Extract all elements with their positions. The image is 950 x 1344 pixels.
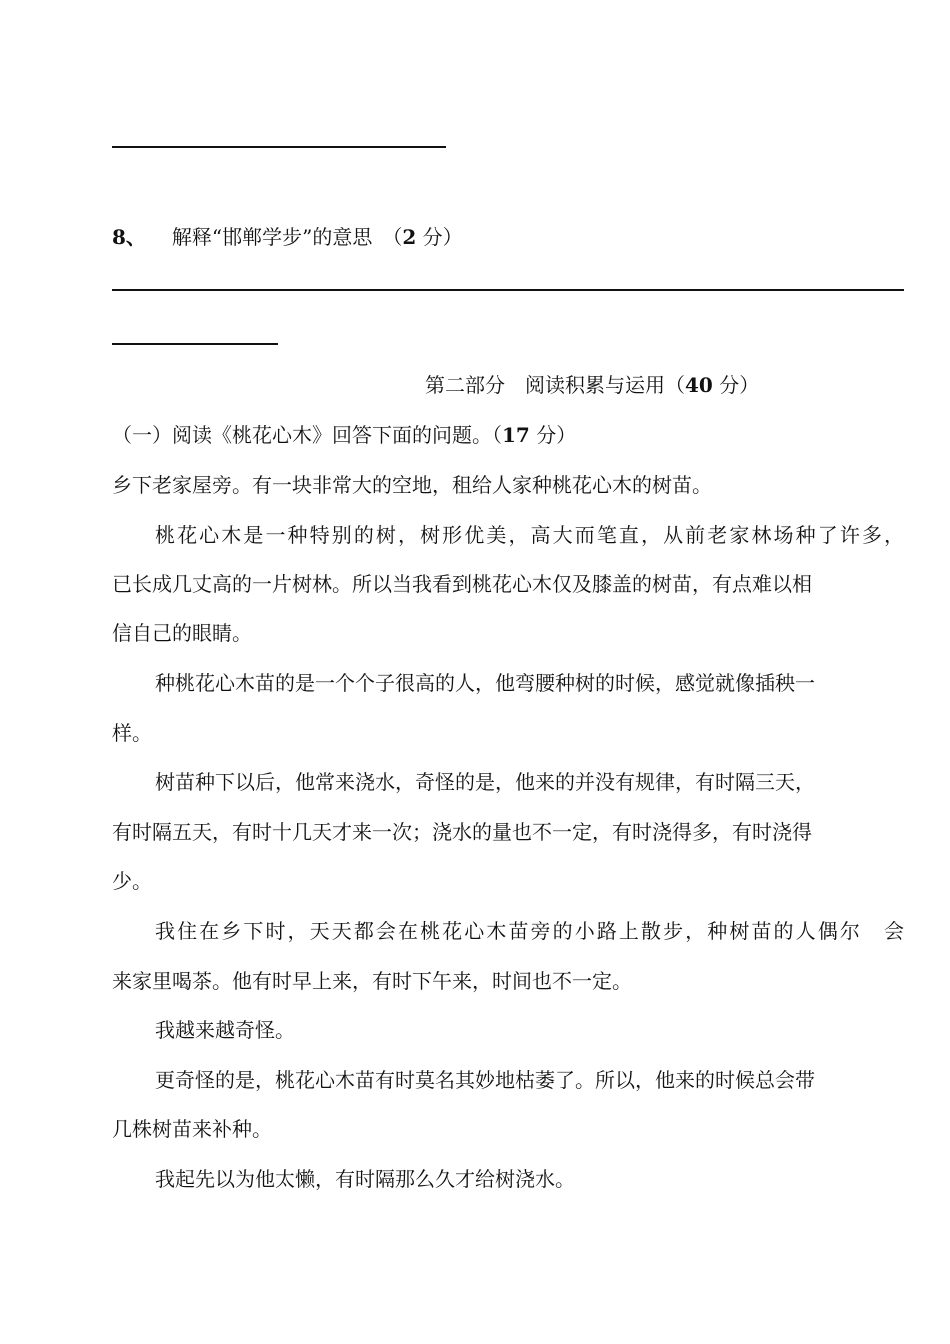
question-number: 8、: [112, 225, 146, 249]
passage-line: 来家里喝茶。他有时早上来，有时下午来，时间也不一定。: [112, 969, 632, 993]
section-score: 17: [502, 423, 530, 447]
question-text: 解释“邯郸学步”的意思: [171, 225, 373, 249]
passage-line: 我住在乡下时，天天都会在桃花心木苗旁的小路上散步，种树苗的人偶尔 会: [155, 919, 907, 943]
passage-line: 信自己的眼睛。: [112, 621, 252, 645]
passage-line: 我起先以为他太懒，有时隔那么久才给树浇水。: [155, 1167, 575, 1191]
passage-line: 少。: [112, 869, 152, 893]
answer-line-1: [112, 289, 904, 291]
section-heading: （一）阅读《桃花心木》回答下面的问题。（17 分）: [112, 423, 577, 447]
passage-line: 有时隔五天，有时十几天才来一次；浇水的量也不一定，有时浇得多，有时浇得: [112, 820, 812, 844]
part-score: 40: [685, 373, 713, 397]
answer-line-2: [112, 343, 278, 345]
answer-line-prev: [112, 146, 446, 148]
passage-line: 桃花心木是一种特别的树，树形优美，高大而笔直，从前老家林场种了许多，: [155, 523, 907, 547]
question-score: 2: [402, 225, 417, 249]
passage-line: 几株树苗来补种。: [112, 1117, 272, 1141]
passage-line: 我越来越奇怪。: [155, 1018, 295, 1042]
passage-line: 更奇怪的是，桃花心木苗有时莫名其妙地枯萎了。所以，他来的时候总会带: [155, 1068, 815, 1092]
passage-line: 乡下老家屋旁。有一块非常大的空地，租给人家种桃花心木的树苗。: [112, 473, 712, 497]
passage-line: 样。: [112, 721, 152, 745]
passage-line: 树苗种下以后，他常来浇水，奇怪的是，他来的并没有规律，有时隔三天，: [155, 770, 815, 794]
question-8: 8、 解释“邯郸学步”的意思 （2 分）: [112, 225, 463, 249]
part-heading: 第二部分 阅读积累与运用（40 分）: [425, 373, 760, 397]
passage-line: 已长成几丈高的一片树林。所以当我看到桃花心木仅及膝盖的树苗，有点难以相: [112, 572, 812, 596]
passage-line: 种桃花心木苗的是一个个子很高的人，他弯腰种树的时候，感觉就像插秧一: [155, 671, 815, 695]
